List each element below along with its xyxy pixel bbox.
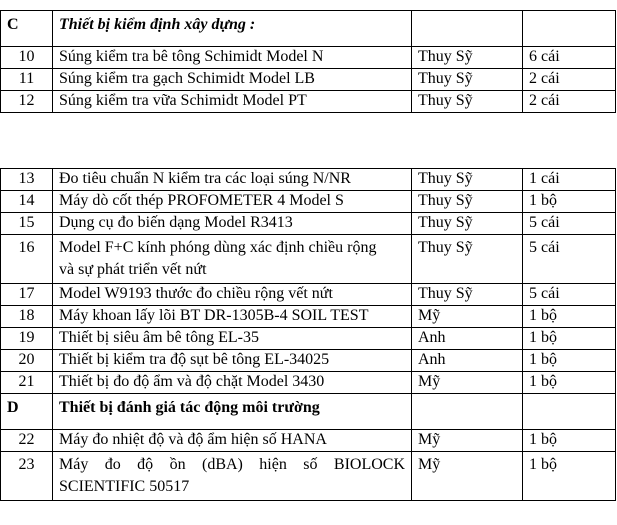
quantity: 1 bộ (523, 191, 616, 213)
table-row (1, 213, 616, 235)
empty-cell (523, 11, 616, 47)
empty-cell (412, 394, 523, 430)
row-number: 19 (1, 328, 53, 350)
origin: Thuy Sỹ (412, 69, 523, 91)
table-row (1, 235, 616, 284)
table-row (1, 47, 616, 69)
quantity: 1 bộ (523, 372, 616, 394)
equipment-name: Súng kiểm tra bê tông Schimidt Model N (53, 47, 412, 69)
row-number: 10 (1, 47, 53, 69)
equipment-name: Dụng cụ đo biến dạng Model R3413 (53, 213, 412, 235)
table-row (1, 306, 616, 328)
equipment-name: Súng kiểm tra vữa Schimidt Model PT (53, 91, 412, 113)
table-row (1, 69, 616, 91)
equipment-name-line: và sự phát triển vết nứt (59, 261, 207, 278)
row-number: 17 (1, 284, 53, 306)
table-row (1, 372, 616, 394)
section-title: Thiết bị kiểm định xây dựng : (53, 11, 412, 47)
quantity: 1 bộ (523, 306, 616, 328)
origin: Thuy Sỹ (412, 213, 523, 235)
row-number: 14 (1, 191, 53, 213)
quantity: 2 cái (523, 69, 616, 91)
quantity: 1 bộ (523, 350, 616, 372)
equipment-name (53, 235, 412, 284)
row-number: 21 (1, 372, 53, 394)
equipment-name: Model W9193 thước đo chiều rộng vết nứt (53, 284, 412, 306)
row-number: 20 (1, 350, 53, 372)
quantity: 2 cái (523, 91, 616, 113)
quantity: 1 cái (523, 169, 616, 191)
equipment-name: Máy khoan lấy lõi BT DR-1305B-4 SOIL TEST (53, 306, 412, 328)
quantity: 6 cái (523, 47, 616, 69)
table-row (1, 430, 616, 452)
equipment-name-line: SCIENTIFIC 50517 (59, 478, 190, 495)
section-code: D (1, 394, 53, 430)
table-row (1, 328, 616, 350)
row-number: 23 (1, 452, 53, 501)
row-number: 13 (1, 169, 53, 191)
table-row (1, 191, 616, 213)
quantity: 5 cái (523, 235, 616, 284)
origin: Mỹ (412, 430, 523, 452)
row-number: 12 (1, 91, 53, 113)
empty-cell (523, 394, 616, 430)
equipment-name: Thiết bị kiểm tra độ sụt bê tông EL-34025 (53, 350, 412, 372)
equipment-name: Máy đo nhiệt độ và độ ẩm hiện số HANA (53, 430, 412, 452)
origin: Thuy Sỹ (412, 169, 523, 191)
row-number: 22 (1, 430, 53, 452)
origin: Thuy Sỹ (412, 91, 523, 113)
equipment-name: Súng kiểm tra gạch Schimidt Model LB (53, 69, 412, 91)
equipment-name-line: Máy đo độ ồn (dBA) hiện số BIOLOCK (59, 456, 405, 473)
equipment-name-line: Model F+C kính phóng dùng xác định chiều rộng (59, 239, 377, 256)
origin: Thuy Sỹ (412, 235, 523, 284)
row-number: 18 (1, 306, 53, 328)
empty-cell (412, 11, 523, 47)
equipment-table-part1 (0, 10, 616, 113)
origin: Anh (412, 350, 523, 372)
equipment-name: Đo tiêu chuẩn N kiểm tra các loại súng N/NR (53, 169, 412, 191)
equipment-name: Máy dò cốt thép PROFOMETER 4 Model S (53, 191, 412, 213)
table-row (1, 284, 616, 306)
row-number: 15 (1, 213, 53, 235)
row-number: 11 (1, 69, 53, 91)
origin: Mỹ (412, 452, 523, 501)
quantity: 1 bộ (523, 452, 616, 501)
origin: Thuy Sỹ (412, 47, 523, 69)
section-title: Thiết bị đánh giá tác động môi trường (53, 394, 412, 430)
quantity: 5 cái (523, 213, 616, 235)
origin: Thuy Sỹ (412, 284, 523, 306)
equipment-name (53, 452, 412, 501)
table-row (1, 350, 616, 372)
origin: Mỹ (412, 306, 523, 328)
equipment-name: Thiết bị đo độ ẩm và độ chặt Model 3430 (53, 372, 412, 394)
table-row (1, 169, 616, 191)
table-row (1, 452, 616, 501)
equipment-name: Thiết bị siêu âm bê tông EL-35 (53, 328, 412, 350)
origin: Anh (412, 328, 523, 350)
section-code: C (1, 11, 53, 47)
equipment-table-part2 (0, 168, 616, 501)
quantity: 5 cái (523, 284, 616, 306)
section-header-row (1, 394, 616, 430)
origin: Thuy Sỹ (412, 191, 523, 213)
table-row (1, 91, 616, 113)
quantity: 1 bộ (523, 430, 616, 452)
section-header-row (1, 11, 616, 47)
quantity: 1 bộ (523, 328, 616, 350)
origin: Mỹ (412, 372, 523, 394)
row-number: 16 (1, 235, 53, 284)
